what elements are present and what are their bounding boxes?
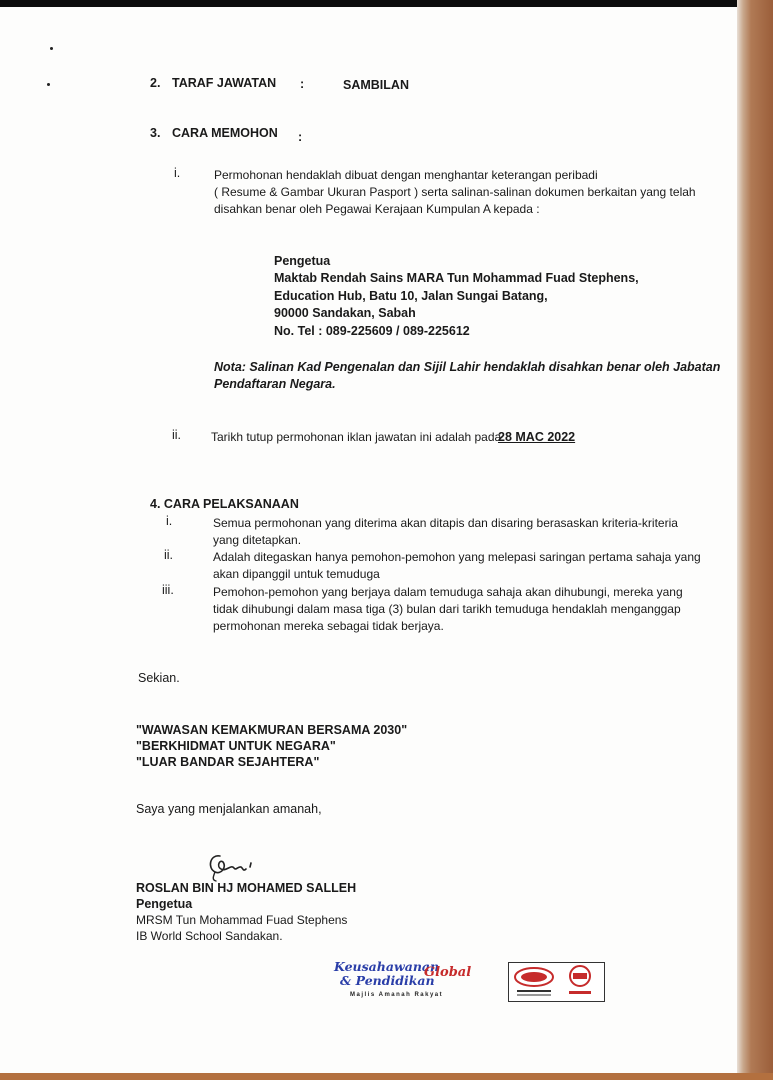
scan-top-edge	[0, 0, 773, 7]
sec4-item-line: yang ditetapkan.	[213, 533, 302, 547]
slogan: "LUAR BANDAR SEJAHTERA"	[136, 755, 320, 769]
slogan: "BERKHIDMAT UNTUK NEGARA"	[136, 739, 336, 753]
item-i-line: Permohonan hendaklah dibuat dengan menghantar keterangan peribadi	[214, 168, 598, 182]
partner-logos	[508, 962, 605, 1002]
signatory-name: ROSLAN BIN HJ MOHAMED SALLEH	[136, 881, 357, 895]
item-i-line: ( Resume & Gambar Ukuran Pasport ) serta salinan-salinan dokumen berkaitan yang telah	[214, 185, 696, 199]
mara-tagline: Majlis Amanah Rakyat	[350, 992, 444, 998]
scan-speck	[47, 83, 50, 86]
section2-label: TARAF JAWATAN	[172, 76, 277, 90]
address-line: Pengetua	[274, 254, 331, 268]
logo-text: Global	[424, 965, 472, 980]
signature-mark	[204, 850, 264, 884]
section3-number: 3.	[150, 126, 161, 140]
item-ii-number: ii.	[172, 428, 182, 442]
signatory-school: MRSM Tun Mohammad Fuad Stephens	[136, 913, 348, 927]
sec4-item-line: Adalah ditegaskan hanya pemohon-pemohon yang melepasi saringan pertama sahaja yang	[213, 550, 701, 564]
logo-text: & Pendidikan	[340, 973, 435, 988]
closing-date-text: Tarikh tutup permohonan iklan jawatan ini adalah pada	[211, 430, 502, 444]
signatory-school-2: IB World School Sandakan.	[136, 929, 283, 943]
address-line: Maktab Rendah Sains MARA Tun Mohammad Fuad Stephens,	[274, 271, 639, 285]
sec4-item-line: tidak dihubungi dalam masa tiga (3) bulan dari tarikh temuduga hendaklah menganggap	[213, 602, 681, 616]
section2-colon: :	[300, 77, 305, 91]
signatory-position: Pengetua	[136, 897, 193, 911]
sec4-item-line: permohonan mereka sebagai tidak berjaya.	[213, 619, 444, 633]
note-line: Nota: Salinan Kad Pengenalan dan Sijil Lahir hendaklah disahkan benar oleh Jabatan	[214, 360, 721, 374]
closing-word: Sekian.	[138, 671, 180, 685]
section2-number: 2.	[150, 76, 161, 90]
address-line: 90000 Sandakan, Sabah	[274, 306, 416, 320]
address-line: No. Tel : 089-225609 / 089-225612	[274, 324, 470, 338]
partner-emblems-icon	[509, 963, 604, 1001]
sec4-item-number: ii.	[164, 548, 174, 562]
sec4-item-number: iii.	[162, 583, 174, 597]
logo-text: Keusahawanan	[334, 959, 440, 974]
section2-value: SAMBILAN	[343, 78, 409, 92]
slogan: "WAWASAN KEMAKMURAN BERSAMA 2030"	[136, 723, 408, 737]
address-line: Education Hub, Batu 10, Jalan Sungai Batang,	[274, 289, 548, 303]
sec4-item-line: Pemohon-pemohon yang berjaya dalam temuduga sahaja akan dihubungi, mereka yang	[213, 585, 683, 599]
sec4-item-line: Semua permohonan yang diterima akan ditapis dan disaring berasaskan kriteria-kriteria	[213, 516, 678, 530]
note-line: Pendaftaran Negara.	[214, 377, 336, 391]
item-i-line: disahkan benar oleh Pegawai Kerajaan Kumpulan A kepada :	[214, 202, 540, 216]
sec4-item-line: akan dipanggil untuk temuduga	[213, 567, 380, 581]
section4-title: 4. CARA PELAKSANAAN	[150, 497, 299, 511]
scan-speck	[50, 47, 53, 50]
scan-bottom-edge	[0, 1073, 773, 1080]
sec4-item-number: i.	[166, 514, 173, 528]
section3-label: CARA MEMOHON	[172, 126, 278, 140]
keusahawanan-global-logo	[332, 957, 480, 1007]
item-i-number: i.	[174, 166, 181, 180]
closing-date: 28 MAC 2022	[498, 430, 576, 444]
section3-colon: :	[298, 130, 303, 144]
scan-right-edge	[737, 0, 773, 1080]
trust-line: Saya yang menjalankan amanah,	[136, 802, 322, 816]
